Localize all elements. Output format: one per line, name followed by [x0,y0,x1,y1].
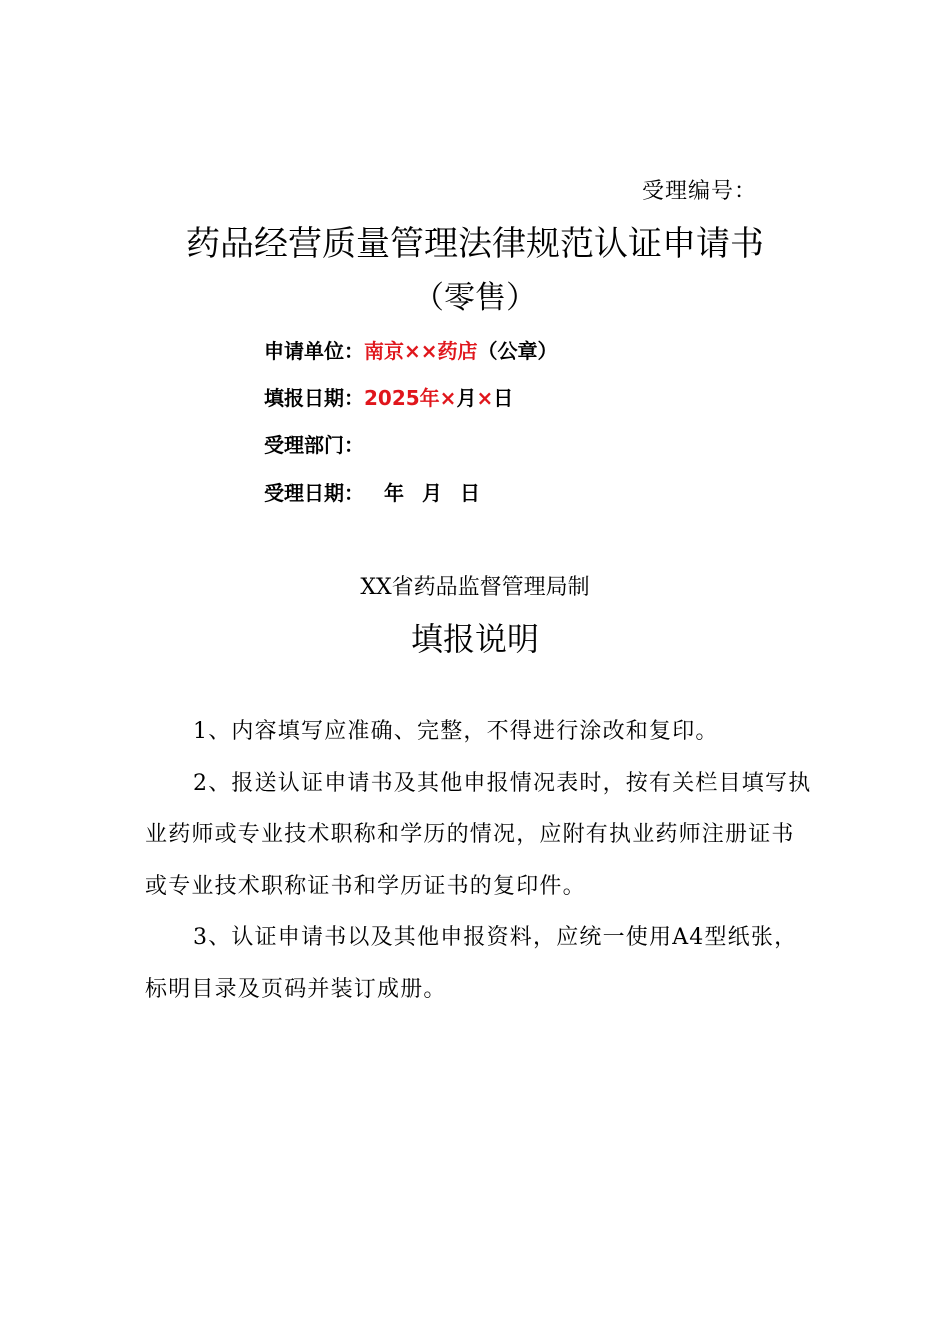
instruction-item: 3、认证申请书以及其他申报资料，应统一使用A4型纸张，标明目录及页码并装订成册。 [145,925,798,1002]
applicant-label: 申请单位： [264,339,364,363]
acceptance-number-label: 受理编号： [642,179,758,204]
fill-date-day: × [476,386,494,410]
accept-date-day-unit: 日 [460,481,480,505]
fill-date-month-unit: 月 [456,386,477,410]
applicant-field [264,335,558,364]
accept-dept-label: 受理部门： [264,433,364,457]
fill-date-day-unit: 日 [493,386,514,410]
document-subtitle: （零售） [413,280,537,316]
issuer-line: XX省药品监督管理局制 [360,575,590,600]
document-title: 药品经营质量管理法律规范认证申请书 [186,224,764,264]
instruction-item: 1、内容填写应准确、完整，不得进行涂改和复印。 [193,719,719,744]
fill-date-year: 2025 [364,386,420,410]
instructions-title: 填报说明 [410,620,539,658]
accept-date-month-unit: 月 [422,481,442,505]
instruction-item: 2、报送认证申请书及其他申报情况表时，按有关栏目填写执业药师或专业技术职称和学历的情况，应附有执业药师注册证书或专业技术职称证书和学历证书的复印件。 [145,770,812,899]
instructions-body [145,706,817,1015]
fill-date-field [264,382,513,411]
fill-date-month: × [439,386,457,410]
applicant-seal-note: （公章） [477,339,558,363]
accept-dept-field [264,429,364,458]
accept-date-field [264,477,480,506]
accept-date-year-unit: 年 [384,481,404,505]
accept-date-label: 受理日期： [264,481,364,505]
fill-date-year-unit: 年 [419,386,440,410]
fill-date-label: 填报日期： [264,386,364,410]
applicant-value: 南京××药店 [364,339,478,363]
